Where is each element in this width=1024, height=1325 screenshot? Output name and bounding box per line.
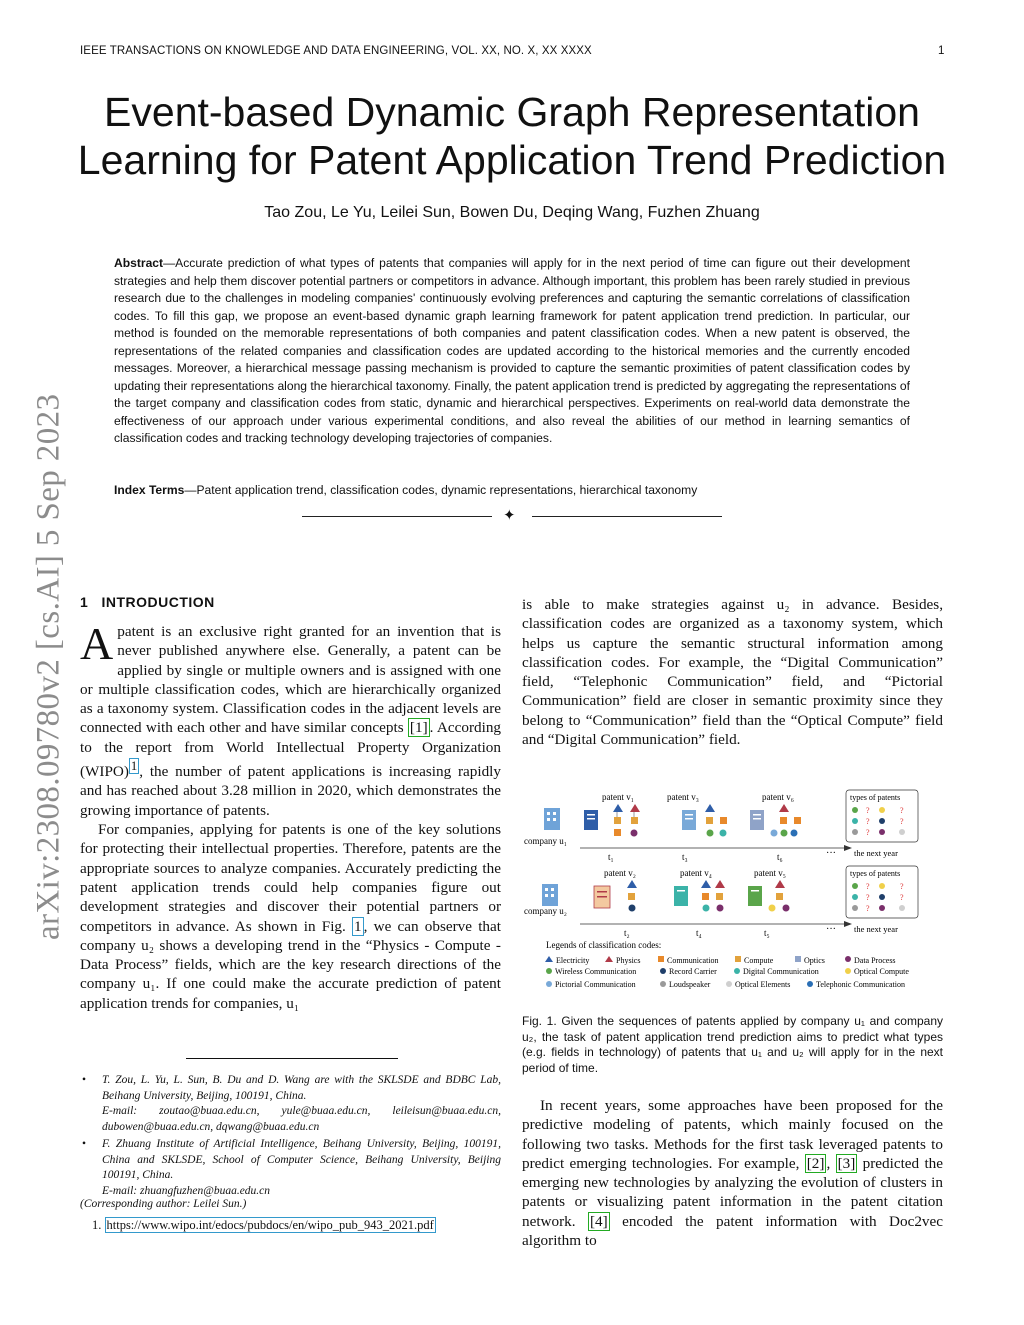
intro-text: . According to the report from World Intellectual Property Organization (WIPO): [80, 719, 502, 781]
separator-mark: ✦: [503, 508, 516, 524]
footnote-affiliation-1: [80, 1073, 501, 1135]
legend-item: Optical Elements: [735, 980, 791, 989]
citation-link[interactable]: [4]: [589, 1212, 608, 1230]
citation-link[interactable]: [3]: [837, 1154, 856, 1172]
affiliation-text: T. Zou, L. Yu, L. Sun, B. Du and D. Wang are with the SKLSDE and BDBC Lab, Beihang University, Beijing, 100191, China.: [102, 1074, 501, 1102]
patent-document-icon: [682, 810, 696, 830]
intro-text: encoded the patent information with Doc2vec algorithm to: [522, 1212, 943, 1250]
svg-text:?: ?: [866, 893, 870, 902]
authors: Tao Zou, Le Yu, Leilei Sun, Bowen Du, Deqing Wang, Fuzhen Zhuang: [264, 204, 760, 221]
svg-text:?: ?: [900, 806, 904, 815]
intro-text: predicted the emerging new technologies by analyzing the evolution of clusters in patents or visualizing patent information in the patent citation network.: [522, 1154, 944, 1230]
svg-text:?: ?: [900, 817, 904, 826]
patent-document-icon: [750, 810, 764, 830]
separator-right: [532, 516, 722, 517]
patent-label: patent v₆: [762, 792, 794, 802]
title-line-1: Event-based Dynamic Graph Representation: [104, 89, 920, 135]
time-label: t₁: [608, 852, 614, 862]
bullet-icon: •: [82, 1074, 87, 1086]
corresponding-author: (Corresponding author: Leilei Sun.): [80, 1198, 247, 1210]
svg-text:?: ?: [866, 828, 870, 837]
intro-text: patent is an exclusive right granted for an invention that is never published anywhere else. Generally, a patent can be applied by single or multiple owners and is assigned with one or multiple classification codes, which are hierarchically organized as a taxonomy system. Classification codes in the adjacent levels are connected with each other and have similar concepts: [80, 623, 501, 737]
figure-caption: Fig. 1. Given the sequences of patents applied by company u₁ and company u₂, the task of patent application trend prediction aims to predict what types (e.g. fields in technology) of patents that u₁ and u₂ will apply for in the next period of time.: [522, 1014, 943, 1075]
company-2-label: company u₂: [524, 906, 567, 916]
intro-right-column: [522, 595, 943, 749]
affiliation-email: E-mail: zoutao@buaa.edu.cn, yule@buaa.edu.cn, leileisun@buaa.edu.cn, dubowen@buaa.edu.cn, dqwang@buaa.edu.cn: [102, 1105, 501, 1133]
citation-link[interactable]: [2]: [806, 1154, 825, 1172]
figure-1: [522, 786, 944, 996]
taxonomy-tree-icon: [613, 804, 640, 837]
intro-text: In recent years, some approaches have been proposed for the predictive modeling of patents, which mainly focused on the following two tasks. Methods for the first task leveraged patents to predict emerging technologies. For example,: [522, 1097, 943, 1172]
time-label: t₄: [696, 928, 702, 938]
taxonomy-tree-icon: [769, 880, 790, 912]
time-label: t₂: [624, 928, 630, 938]
legend-item: Record Carrier: [669, 967, 717, 976]
legend-title: Legends of classification codes:: [546, 940, 662, 950]
abstract-label: Abstract: [114, 256, 164, 270]
patent-label: patent v₁: [602, 792, 634, 802]
patent-document-icon: [674, 886, 688, 906]
intro-paragraph-4: In recent years, some approaches have been proposed for the predictive modeling of patents, which mainly focused on the following two tasks. Methods for the first task leveraged patents to predict emerging technologies. For example, [2] , [3] predicted the emerging new technologies by analyzing the evolution of clusters in patents or visualizing patent information in the patent citation network. [4] encoded the patent information with Doc2vec algorithm to: [522, 1097, 944, 1250]
legend-item: Data Process: [854, 956, 896, 965]
affiliation-email: E-mail: zhuangfuzhen@buaa.edu.cn: [102, 1184, 271, 1197]
intro-paragraph-3: is able to make strategies against u₂ in advance. Besides, classification codes are organized as a taxonomy system, which helps us capture the semantic structural information among classification codes. For example, the “Digital Communication” field, “Telephonic Communication” field, and “Pictorial Communication” field are closer in semantic proximity since they belong to “Communication” field than the “Optical Compute” field and “Digital Communication” field.: [522, 596, 943, 749]
footnote-url: [80, 1216, 501, 1234]
patent-label: patent v₃: [667, 792, 699, 802]
legend: [545, 956, 909, 989]
section-number: 1: [80, 594, 89, 610]
svg-text:?: ?: [866, 817, 870, 826]
section-heading: [80, 594, 215, 610]
section-title: INTRODUCTION: [101, 594, 215, 610]
footnotes: [80, 1073, 501, 1199]
footnote-link[interactable]: 1: [130, 759, 138, 774]
time-label: t₆: [777, 852, 783, 862]
svg-text:?: ?: [900, 893, 904, 902]
patent-label: patent v₅: [754, 868, 786, 878]
ellipsis: ···: [826, 924, 836, 935]
running-header: IEEE TRANSACTIONS ON KNOWLEDGE AND DATA ENGINEERING, VOL. XX, NO. X, XX XXXX: [80, 45, 592, 57]
footnote-number: 1.: [92, 1218, 102, 1232]
intro-text: For companies, applying for patents is one of the key solutions for protecting their intellectual properties. Therefore, patents are the appropriate sources to analyze companies. Accurately predicting the patent application trends could help companies figure out development strategies and discover their potential partners or competitors in advance. As shown in Fig.: [80, 821, 501, 935]
intro-left-column: [80, 618, 502, 1013]
legend-item: Compute: [744, 956, 774, 965]
paper-title: [40, 88, 984, 184]
legend-item: Pictorial Communication: [555, 980, 636, 989]
legend-item: Wireless Communication: [555, 967, 637, 976]
citation-link[interactable]: [1]: [409, 719, 428, 737]
bullet-icon: •: [82, 1138, 87, 1150]
index-terms: [114, 482, 910, 499]
intro-right-column-lower: [522, 1096, 943, 1250]
taxonomy-tree-icon: [627, 880, 637, 912]
dropcap: A: [80, 618, 114, 669]
svg-text:?: ?: [866, 882, 870, 891]
company-1-label: company u₁: [524, 836, 567, 846]
index-terms-label: Index Terms: [114, 483, 185, 497]
footnote-rule: [186, 1058, 398, 1059]
patent-label: patent v₄: [680, 868, 712, 878]
intro-paragraph-2: [80, 820, 501, 1013]
taxonomy-tree-icon: [771, 804, 802, 837]
footnote-affiliation-2: [80, 1137, 501, 1199]
affiliation-text: F. Zhuang Institute of Artificial Intelligence, Beihang University, Beijing, 100191, China and SKLSDE, School of Computer Science, Beihang University, Beijing 100191, China.: [102, 1138, 501, 1181]
patent-document-icon: [584, 810, 598, 830]
intro-paragraph-1: [80, 618, 502, 820]
company-1-icon: [544, 808, 560, 830]
legend-item: Optical Compute: [854, 967, 909, 976]
intro-text: , the number of patent applications is increasing rapidly and has reached about 3.28 million in 2020, which demonstrates the growing importance of patents.: [80, 763, 501, 819]
page-number: 1: [938, 45, 945, 57]
wipo-url-link[interactable]: https://www.wipo.int/edocs/pubdocs/en/wipo_pub_943_2021.pdf: [106, 1218, 434, 1232]
legend-item: Telephonic Communication: [816, 980, 905, 989]
arxiv-stamp: [24, 372, 74, 962]
taxonomy-tree-icon: [701, 880, 725, 912]
abstract-text: —Accurate prediction of what types of patents that companies will apply for in the next period of time can figure out their development strategies and help them discover potential partners or competitors in advance. Although important, this problem has been rarely studied in previous research due to the challenges in modeling companies' continuously evolving preferences and capturing the semantic correlations of classification codes. To fill this gap, we propose an event-based dynamic graph learning framework for patent application trend prediction. In particular, our method is founded on the memorable representations of both companies and patent classification codes. When a new patent is observed, the representations of the related companies and classification codes are updated according to the historical memories and the currently encoded messages. Moreover, a hierarchical message passing mechanism is provided to capture the semantic proximities of patent classification codes by updating their representations along the hierarchical taxonomy. Finally, the patent application trend is predicted by aggregating the representations of the target company and classification codes from static, dynamic and hierarchical perspectives. Experiments on real-world data demonstrate the effectiveness of our approach under various experimental conditions, and also reveal the abilities of our method in learning semantics of classification codes and tracking technology developing trajectories of companies.: [114, 256, 910, 445]
figure-link[interactable]: 1: [354, 917, 362, 935]
legend-item: Optics: [804, 956, 825, 965]
ellipsis: ···: [826, 848, 836, 859]
abstract: [114, 255, 910, 448]
company-2-icon: [542, 884, 558, 906]
question-grid: [852, 882, 905, 913]
patent-document-icon: [748, 886, 762, 906]
index-terms-text: —Patent application trend, classification codes, dynamic representations, hierarchical taxonomy: [184, 483, 698, 497]
separator-left: [302, 516, 492, 517]
next-year-label: the next year: [854, 848, 898, 858]
types-box-title: types of patents: [850, 793, 901, 802]
taxonomy-tree-icon: [705, 804, 727, 837]
legend-item: Loudspeaker: [669, 980, 711, 989]
time-label: t₃: [682, 852, 688, 862]
svg-text:?: ?: [866, 904, 870, 913]
svg-text:?: ?: [866, 806, 870, 815]
arxiv-id: arXiv:2308.09780v2 [cs.AI] 5 Sep 2023: [30, 393, 67, 941]
patent-label: patent v₂: [604, 868, 636, 878]
time-label: t₅: [764, 928, 770, 938]
legend-item: Physics: [616, 956, 641, 965]
legend-item: Digital Communication: [743, 967, 819, 976]
legend-item: Communication: [667, 956, 719, 965]
svg-text:?: ?: [900, 882, 904, 891]
title-line-2: Learning for Patent Application Trend Prediction: [77, 137, 947, 183]
intro-text: , we can observe that company u₂ shows a developing trend in the “Physics - Compute - Data Process” fields, which are the key research directions of the company u₁. If one could make the accurate prediction of patent application trends for companies, u₁: [80, 917, 501, 1012]
patent-document-icon: [594, 886, 610, 908]
question-grid: [852, 806, 905, 837]
next-year-label: the next year: [854, 924, 898, 934]
types-box-title: types of patents: [850, 869, 901, 878]
legend-item: Electricity: [556, 956, 590, 965]
